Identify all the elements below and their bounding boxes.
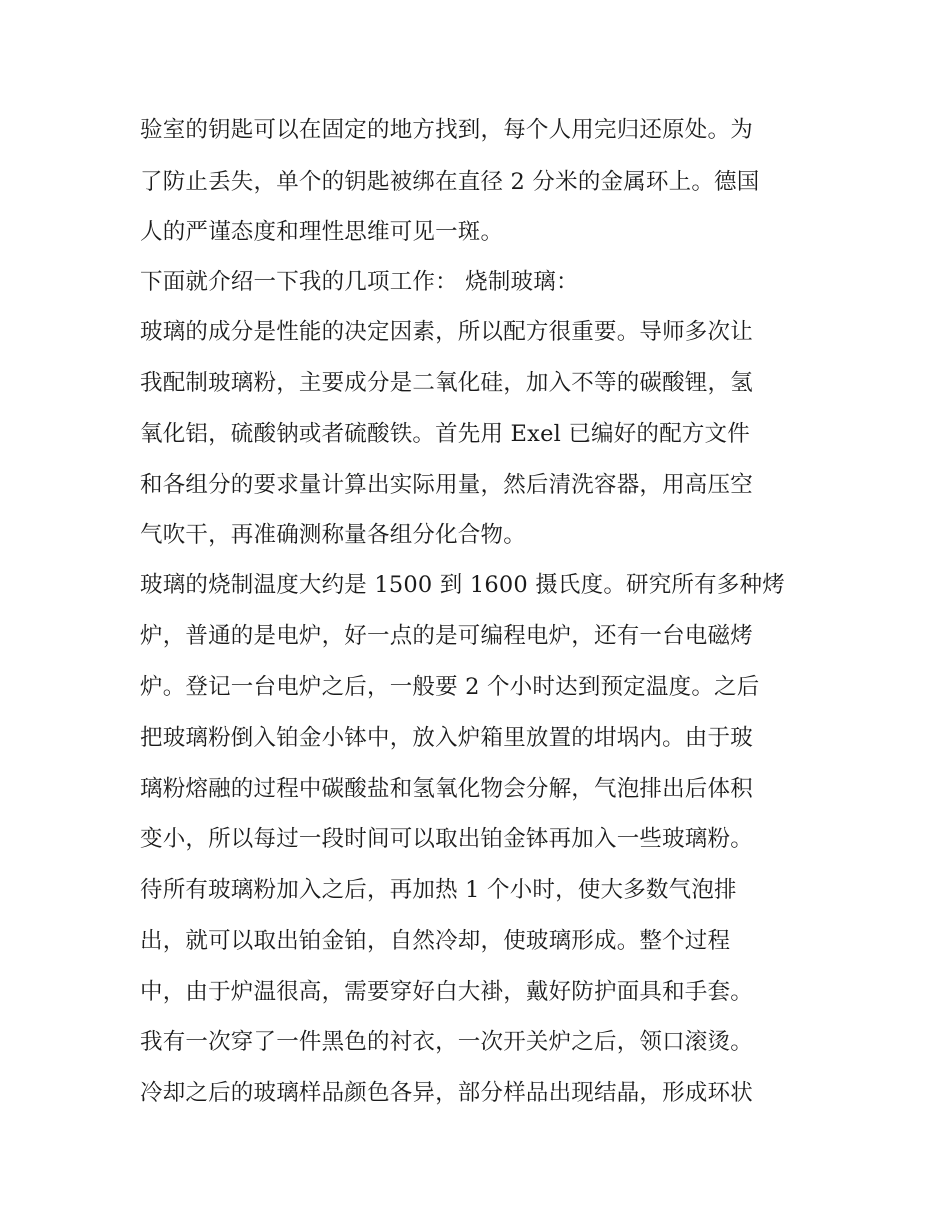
text-line: 炉。登记一台电炉之后，一般要 2 个小时达到预定温度。之后 <box>140 674 760 700</box>
text-line: 炉，普通的是电炉，好一点的是可编程电炉，还有一台电磁烤 <box>140 623 753 649</box>
text-line: 了防止丢失，单个的钥匙被绑在直径 2 分米的金属环上。德国 <box>140 169 760 195</box>
text-line: 氧化铝，硫酸钠或者硫酸铁。首先用 Exel 已编好的配方文件 <box>140 421 750 447</box>
text-line: 中，由于炉温很高，需要穿好白大褂，戴好防护面具和手套。 <box>140 979 753 1005</box>
text-line: 变小，所以每过一段时间可以取出铂金钵再加入一些玻璃粉。 <box>140 826 753 852</box>
text-line: 璃粉熔融的过程中碳酸盐和氢氧化物会分解，气泡排出后体积 <box>140 776 753 802</box>
text-line: 把玻璃粉倒入铂金小钵中，放入炉箱里放置的坩埚内。由于玻 <box>140 725 753 751</box>
text-line: 我配制玻璃粉，主要成分是二氧化硅，加入不等的碳酸锂，氢 <box>140 370 753 396</box>
text-line: 玻璃的烧制温度大约是 1500 到 1600 摄氏度。研究所有多种烤 <box>140 572 785 598</box>
text-line: 我有一次穿了一件黑色的衬衣，一次开关炉之后，领口滚烫。 <box>140 1029 753 1055</box>
text-line: 待所有玻璃粉加入之后，再加热 1 个小时，使大多数气泡排 <box>140 877 737 903</box>
text-line: 冷却之后的玻璃样品颜色各异，部分样品出现结晶，形成环状 <box>140 1080 753 1106</box>
text-line: 人的严谨态度和理性思维可见一斑。 <box>140 219 504 245</box>
text-line: 和各组分的要求量计算出实际用量，然后清洗容器，用高压空 <box>140 472 753 498</box>
text-line: 玻璃的成分是性能的决定因素，所以配方很重要。导师多次让 <box>140 319 753 345</box>
section-heading-line: 下面就介绍一下我的几项工作： 烧制玻璃： <box>140 269 579 295</box>
text-line: 出，就可以取出铂金铂，自然冷却，使玻璃形成。整个过程 <box>140 928 731 954</box>
text-line: 气吹干，再准确测称量各组分化合物。 <box>140 522 526 548</box>
text-line: 验室的钥匙可以在固定的地方找到，每个人用完归还原处。为 <box>140 117 753 143</box>
